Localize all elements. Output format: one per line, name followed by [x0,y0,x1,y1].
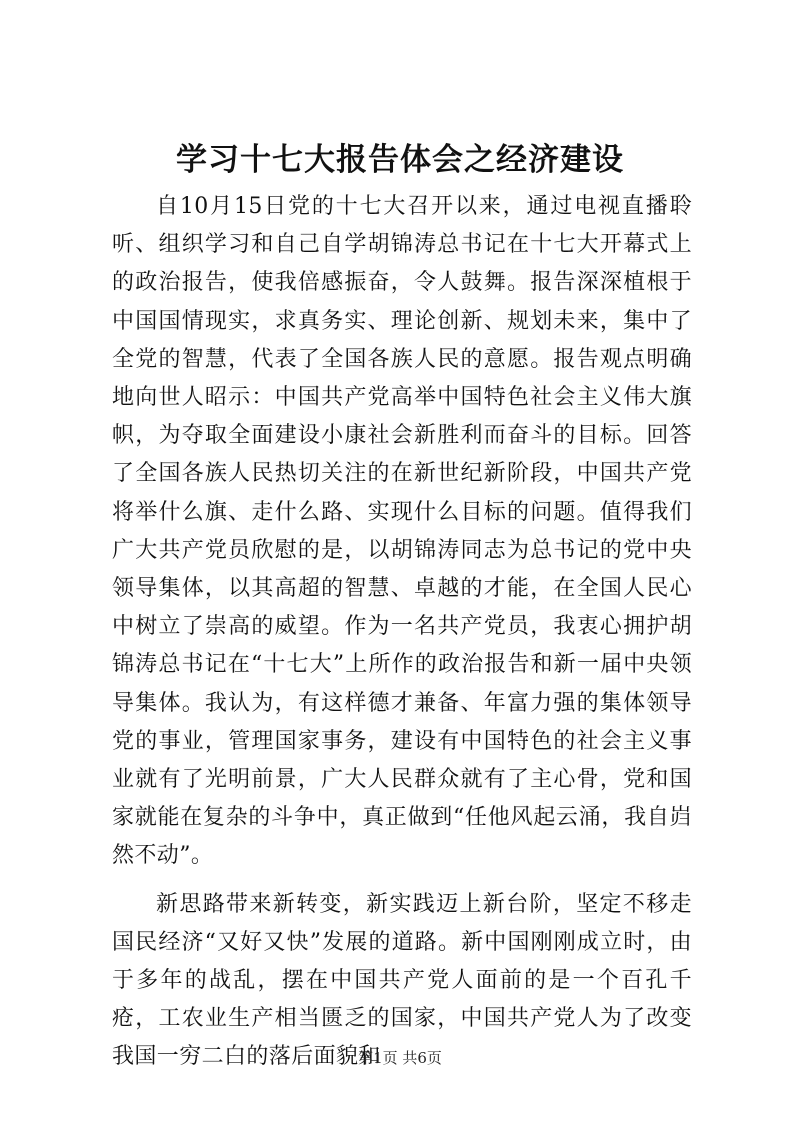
page-number-footer: 第1页 共6页 [358,1049,442,1067]
document-body [112,188,692,1087]
page-title: 学习十七大报告体会之经济建设 [176,142,624,178]
paragraph-2: 新思路带来新转变，新实践迈上新台阶，坚定不移走国民经济“又好又快”发展的道路。新中国刚刚成立时，由于多年的战乱，摆在中国共产党人面前的是一个百孔千疮，工农业生产相当匮乏的国家，中国共产党人为了改变我国一穷二白的落后面貌和 [112,891,692,1070]
paragraph-1: 自10月15日党的十七大召开以来，通过电视直播聆听、组织学习和自己自学胡锦涛总书记在十七大开幕式上的政治报告，使我倍感振奋，令人鼓舞。报告深深植根于中国国情现实，求真务实、理论创新、规划未来，集中了全党的智慧，代表了全国各族人民的意愿。报告观点明确地向世人昭示：中国共产党高举中国特色社会主义伟大旗帜，为夺取全面建设小康社会新胜利而奋斗的目标。回答了全国各族人民热切关注的在新世纪新阶段，中国共产党将举什么旗、走什么路、实现什么目标的问题。值得我们广大共产党员欣慰的是，以胡锦涛同志为总书记的党中央领导集体，以其高超的智慧、卓越的才能，在全国人民心中树立了崇高的威望。作为一名共产党员，我衷心拥护胡锦涛总书记在“十七大”上所作的政治报告和新一届中央领导集体。我认为，有这样德才兼备、年富力强的集体领导党的事业，管理国家事务，建设有中国特色的社会主义事业就有了光明前景，广大人民群众就有了主心骨，党和国家就能在复杂的斗争中，真正做到“任他风起云涌，我自岿然不动”。 [112,194,692,869]
